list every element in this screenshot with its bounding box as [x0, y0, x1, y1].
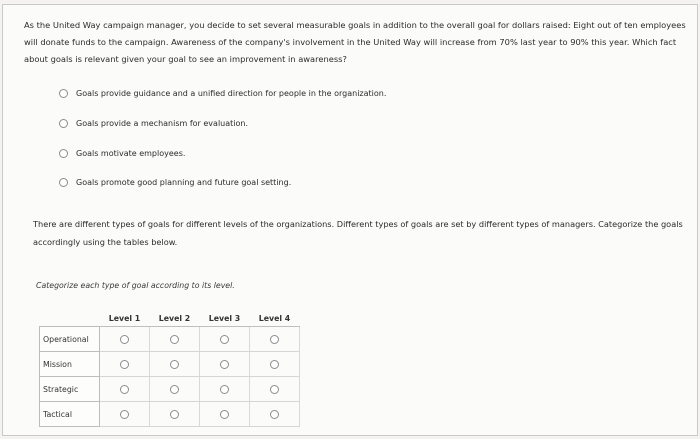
corner-cell: [40, 310, 100, 327]
radio-cell[interactable]: [200, 402, 250, 427]
radio-button[interactable]: [120, 385, 129, 394]
question-panel: [2, 4, 698, 436]
column-header: Level 1: [100, 310, 150, 327]
option-motivate[interactable]: [59, 146, 185, 160]
radio-button[interactable]: [120, 410, 129, 419]
categorize-table: [39, 310, 300, 427]
radio-button[interactable]: [59, 178, 68, 187]
question-2-text: There are different types of goals for different levels of the organizations. Different types of goals are set by different types of managers. Categorize the goals accordingly using the tables below.: [33, 219, 683, 247]
radio-button[interactable]: [59, 89, 68, 98]
option-guidance[interactable]: [59, 86, 386, 100]
row-label: Strategic: [40, 377, 100, 402]
radio-button[interactable]: [120, 360, 129, 369]
option-label: Goals provide guidance and a unified direction for people in the organization.: [76, 88, 387, 98]
option-label: Goals promote good planning and future goal setting.: [76, 177, 292, 187]
row-label: Mission: [40, 352, 100, 377]
radio-button[interactable]: [270, 410, 279, 419]
radio-button[interactable]: [220, 385, 229, 394]
column-header: Level 2: [150, 310, 200, 327]
radio-button[interactable]: [59, 119, 68, 128]
radio-button[interactable]: [59, 149, 68, 158]
radio-cell[interactable]: [200, 327, 250, 352]
radio-cell[interactable]: [150, 352, 200, 377]
option-label: Goals motivate employees.: [76, 148, 186, 158]
radio-button[interactable]: [220, 360, 229, 369]
radio-cell[interactable]: [200, 377, 250, 402]
table-row: [40, 377, 300, 402]
option-evaluation[interactable]: [59, 116, 248, 130]
row-label: Tactical: [40, 402, 100, 427]
table-row: [40, 327, 300, 352]
radio-cell[interactable]: [250, 377, 300, 402]
row-label: Operational: [40, 327, 100, 352]
option-label: Goals provide a mechanism for evaluation.: [76, 118, 249, 128]
radio-button[interactable]: [270, 385, 279, 394]
radio-cell[interactable]: [250, 327, 300, 352]
radio-button[interactable]: [170, 360, 179, 369]
question-1-text: As the United Way campaign manager, you decide to set several measurable goals in addition to the overall goal for dollars raised: Eight out of ten employees will donate funds to the campaign. Awareness of the company's involvement in the United Way will increase from 70% last year to 90% this year. Which fact about goals is relevant given your goal to see an improvement in awareness?: [24, 20, 686, 64]
radio-cell[interactable]: [250, 352, 300, 377]
radio-button[interactable]: [170, 385, 179, 394]
table-row: [40, 352, 300, 377]
radio-button[interactable]: [170, 410, 179, 419]
radio-cell[interactable]: [100, 377, 150, 402]
radio-button[interactable]: [220, 335, 229, 344]
radio-cell[interactable]: [150, 327, 200, 352]
table-row: [40, 402, 300, 427]
table-instruction: Categorize each type of goal according to its level.: [36, 281, 235, 290]
radio-cell[interactable]: [100, 327, 150, 352]
radio-button[interactable]: [270, 360, 279, 369]
radio-cell[interactable]: [100, 352, 150, 377]
option-planning[interactable]: [59, 175, 291, 189]
column-header: Level 4: [250, 310, 300, 327]
radio-cell[interactable]: [200, 352, 250, 377]
column-header: Level 3: [200, 310, 250, 327]
radio-button[interactable]: [120, 335, 129, 344]
radio-button[interactable]: [170, 335, 179, 344]
radio-cell[interactable]: [100, 402, 150, 427]
radio-button[interactable]: [220, 410, 229, 419]
radio-cell[interactable]: [250, 402, 300, 427]
radio-button[interactable]: [270, 335, 279, 344]
radio-cell[interactable]: [150, 402, 200, 427]
radio-cell[interactable]: [150, 377, 200, 402]
